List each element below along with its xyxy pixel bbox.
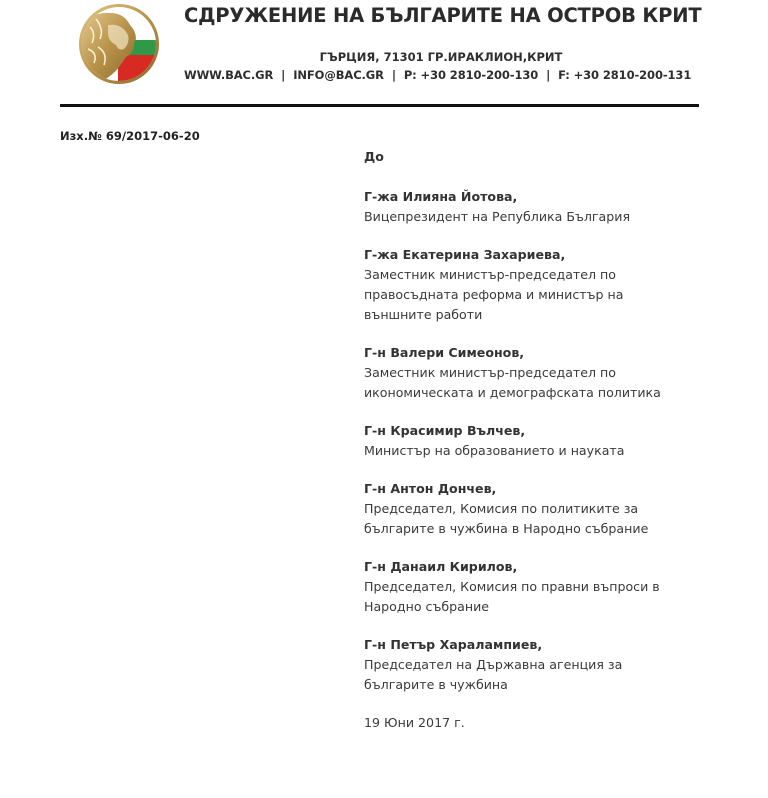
organization-address: ГЪРЦИЯ, 71301 ГР.ИРАКЛИОН,КРИТ — [319, 50, 563, 64]
recipient-name: Г-н Красимир Вълчев, — [364, 423, 526, 438]
recipient — [364, 479, 661, 539]
reference-number: Изх.№ 69/2017-06-20 — [60, 129, 200, 143]
recipient-name: Г-н Валери Симеонов, — [364, 345, 525, 360]
letter-date: 19 Юни 2017 г. — [364, 715, 465, 730]
separator: | — [546, 68, 551, 82]
email-link[interactable]: INFO@BAC.GR — [293, 68, 384, 82]
organization-contacts — [184, 68, 691, 82]
recipient-title-line: Заместник министър-председател по — [364, 267, 616, 282]
website-link[interactable]: WWW.BAC.GR — [184, 68, 274, 82]
recipient-name: Г-жа Екатерина Захариева, — [364, 247, 566, 262]
separator: | — [391, 68, 396, 82]
phone-number: P: +30 2810-200-130 — [403, 68, 539, 82]
salutation: До — [364, 149, 384, 164]
recipient — [364, 635, 661, 695]
recipient — [364, 557, 661, 617]
recipient-title-line: икономическата и демографската политика — [364, 385, 661, 400]
organization-name: СДРУЖЕНИЕ НА БЪЛГАРИТЕ НА ОСТРОВ КРИТ — [184, 4, 702, 27]
recipient-title-line: Народно събрание — [364, 599, 490, 614]
recipient-name: Г-жа Илияна Йотова, — [364, 189, 518, 204]
recipient-title-line: Заместник министър-председател по — [364, 365, 616, 380]
recipient-title-line: външните работи — [364, 307, 483, 322]
recipient — [364, 187, 661, 227]
recipient — [364, 421, 661, 461]
recipient-title-line: българите в чужбина в Народно събрание — [364, 521, 649, 536]
recipient-name: Г-н Данаил Кирилов, — [364, 559, 518, 574]
recipient-title-line: Вицепрезидент на Република България — [364, 209, 631, 224]
recipient — [364, 245, 661, 325]
recipient-name: Г-н Антон Дончев, — [364, 481, 497, 496]
recipient-title-line: Министър на образованието и науката — [364, 443, 625, 458]
recipient-list — [364, 187, 661, 695]
letter-body — [364, 147, 661, 733]
recipient-title-line: правосъдната реформа и министър на — [364, 287, 624, 302]
fax-number: F: +30 2810-200-131 — [558, 68, 692, 82]
recipient-title-line: Председател на Държавна агенция за — [364, 657, 623, 672]
recipient-name: Г-н Петър Харалампиев, — [364, 637, 543, 652]
recipient-title-line: Председател, Комисия по правни въпроси в — [364, 579, 660, 594]
recipient-title-line: Председател, Комисия по политиките за — [364, 501, 639, 516]
separator: | — [281, 68, 286, 82]
lion-logo-icon — [78, 3, 160, 85]
recipient-title-line: българите в чужбина — [364, 677, 508, 692]
header-divider — [60, 104, 699, 107]
recipient — [364, 343, 661, 403]
